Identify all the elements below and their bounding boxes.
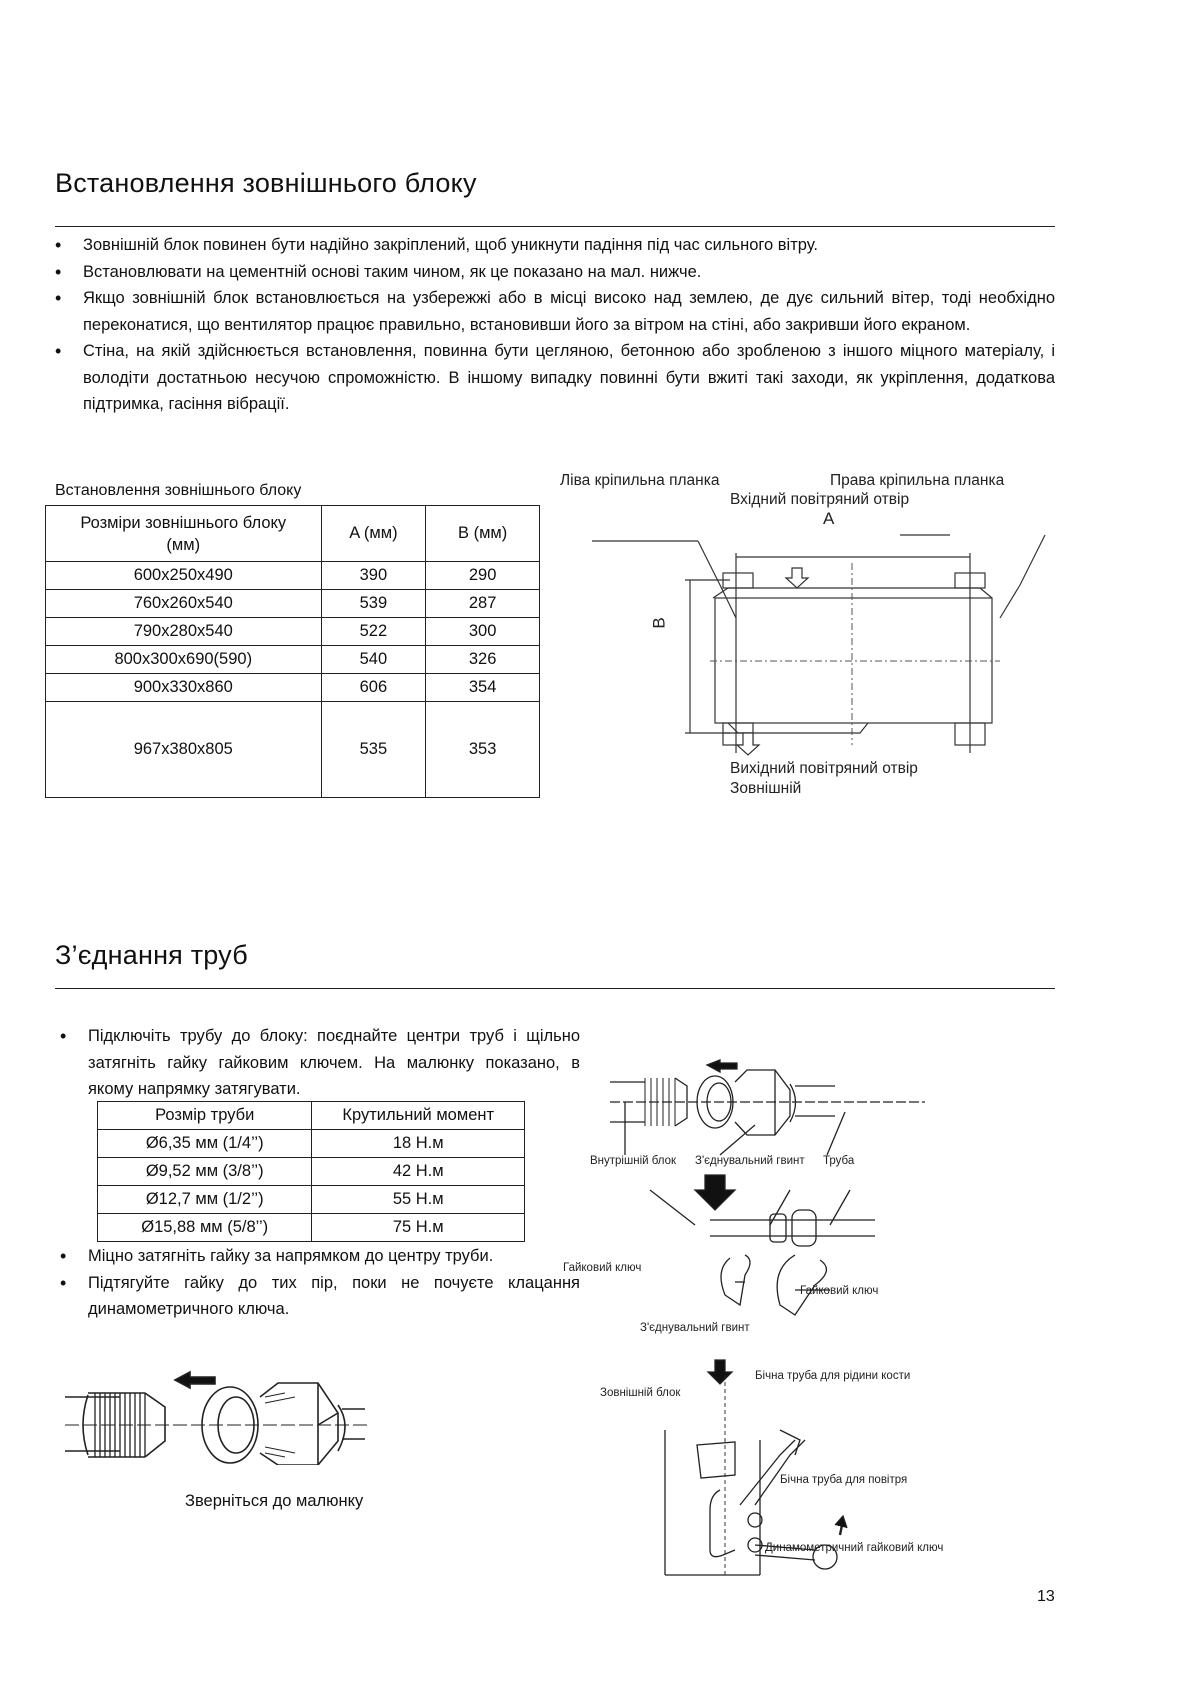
table-row: [98, 1186, 525, 1214]
table-cell: 300: [426, 618, 540, 646]
bullet-item: • Стіна, на якій здійснюється встановлення, повинна бути цегляною, бетонною або зробленою з іншого міцного матеріалу, і володіти достатньою несучою спроможністю. В іншому випадку повинні бути вжиті такі заходи, як укріплення, додаткова підтримка, гасіння вібрації.: [55, 338, 1055, 418]
table-cell: 790x280x540: [46, 618, 322, 646]
pipe-bullet-list-2: [60, 1243, 580, 1323]
figure-caption: Зверніться до малюнку: [185, 1492, 364, 1510]
table-cell: 353: [426, 702, 540, 798]
label-right-bracket: Права кріпильна планка: [830, 472, 1005, 489]
bullet-item: • Встановлювати на цементній основі таким чином, як це показано на мал. нижче.: [55, 259, 1055, 286]
bullet-item: • Міцно затягніть гайку за напрямком до центру труби.: [60, 1243, 580, 1270]
air-outlet-arrow-icon: [737, 733, 759, 755]
table-header-cell: Розмір труби: [98, 1102, 312, 1130]
table-cell: 606: [321, 674, 426, 702]
bullet-item: • Зовнішній блок повинен бути надійно закріплений, щоб уникнути падіння під час сильного вітру.: [55, 232, 1055, 259]
installation-bullet-list: [55, 232, 1055, 418]
section-title-outdoor-unit-installation: Встановлення зовнішнього блоку: [55, 168, 477, 198]
table-header-row: [98, 1102, 525, 1130]
table-header-cell: Крутильний момент: [312, 1102, 525, 1130]
label-dimension-a: A: [823, 509, 835, 528]
label-torque-wrench: Динамометричний гайковий ключ: [765, 1542, 944, 1554]
table-cell: 900x330x860: [46, 674, 322, 702]
label-connecting-screw: З'єднувальний гвинт: [695, 1155, 805, 1167]
pipe-connection-drawing: [605, 1050, 1045, 1590]
table-row: [46, 590, 540, 618]
table-cell: 600x250x490: [46, 562, 322, 590]
table-cell: 390: [321, 562, 426, 590]
label-air-inlet: Вхідний повітряний отвір: [730, 491, 910, 508]
table-cell: 290: [426, 562, 540, 590]
label-outdoor-unit: Зовнішній блок: [600, 1387, 681, 1399]
table-cell: Ø6,35 мм (1/4’’): [98, 1130, 312, 1158]
table-cell: 18 Н.м: [312, 1130, 525, 1158]
bullet-item: • Підтягуйте гайку до тих пір, поки не почуєте клацання динамометричного ключа.: [60, 1270, 580, 1323]
label-outdoor: Зовнішній: [730, 780, 802, 797]
table-row: [46, 674, 540, 702]
table-cell: 800x300x690(590): [46, 646, 322, 674]
table-row: [46, 618, 540, 646]
page-number: 13: [1037, 1588, 1055, 1605]
section-title-pipe-connection: З’єднання труб: [55, 940, 248, 970]
pipe-connection-diagram: [563, 1050, 1045, 1590]
direction-arrow-icon: [707, 1060, 737, 1072]
label-dimension-b: B: [649, 617, 669, 629]
down-arrow-icon: [708, 1360, 732, 1384]
section-divider: [55, 226, 1055, 227]
table-cell: Ø15,88 мм (5/8’’): [98, 1214, 312, 1242]
label-air-outlet: Вихідний повітряний отвір: [730, 760, 918, 777]
table-row: [98, 1130, 525, 1158]
table-header-cell: A (мм): [321, 506, 426, 562]
label-liquid-side-pipe: Бічна труба для рідини кости: [755, 1370, 911, 1382]
bullet-item: • Якщо зовнішній блок встановлюється на узбережжі або в місці високо над землею, де дує сильний вітер, тоді необхідно переконатися, що вентилятор працює правильно, встановивши його за вітром на стіні, або закривши його екраном.: [55, 285, 1055, 338]
torque-table: [97, 1101, 525, 1242]
table-header-cell: B (мм): [426, 506, 540, 562]
direction-arrow-icon: [175, 1372, 215, 1388]
table-cell: 326: [426, 646, 540, 674]
table-cell: 42 Н.м: [312, 1158, 525, 1186]
down-arrow-icon: [695, 1175, 735, 1210]
table-cell: Ø12,7 мм (1/2’’): [98, 1186, 312, 1214]
table-cell: 75 Н.м: [312, 1214, 525, 1242]
label-gas-side-pipe: Бічна труба для повітря: [780, 1474, 908, 1486]
table-cell: Ø9,52 мм (3/8’’): [98, 1158, 312, 1186]
table-cell: 760x260x540: [46, 590, 322, 618]
table-cell: 354: [426, 674, 540, 702]
label-connecting-screw-2: З'єднувальний гвинт: [640, 1322, 750, 1334]
section-divider: [55, 988, 1055, 989]
table-cell: 55 Н.м: [312, 1186, 525, 1214]
table-cell: 540: [321, 646, 426, 674]
flare-nut-illustration: [60, 1355, 380, 1465]
table-row: [46, 702, 540, 798]
bullet-item: • Підключіть трубу до блоку: поєднайте центри труб і щільно затягніть гайку гайковим ключем. На малюнку показано, в якому напрямку затягувати.: [60, 1023, 580, 1103]
table-row: [98, 1214, 525, 1242]
table-row: [46, 646, 540, 674]
label-pipe: Труба: [823, 1155, 855, 1167]
label-wrench-right: Гайковий ключ: [800, 1285, 879, 1297]
unit-dimensions-table: [45, 505, 540, 798]
table-cell: 967x380x805: [46, 702, 322, 798]
table-cell: 535: [321, 702, 426, 798]
air-inlet-arrow-icon: [786, 568, 808, 588]
outdoor-unit-dimension-diagram: [560, 472, 1120, 805]
table-row: [98, 1158, 525, 1186]
pipe-bullet-list: [60, 1023, 580, 1103]
table-header-cell: Розміри зовнішнього блоку (мм): [46, 506, 322, 562]
table-cell: 539: [321, 590, 426, 618]
table-caption: Встановлення зовнішнього блоку: [55, 482, 302, 499]
label-left-bracket: Ліва кріпильна планка: [560, 472, 720, 489]
label-indoor-unit: Внутрішній блок: [590, 1155, 677, 1167]
table-cell: 522: [321, 618, 426, 646]
table-row: [46, 562, 540, 590]
label-wrench-left: Гайковий ключ: [563, 1262, 642, 1274]
table-cell: 287: [426, 590, 540, 618]
table-header-row: [46, 506, 540, 562]
